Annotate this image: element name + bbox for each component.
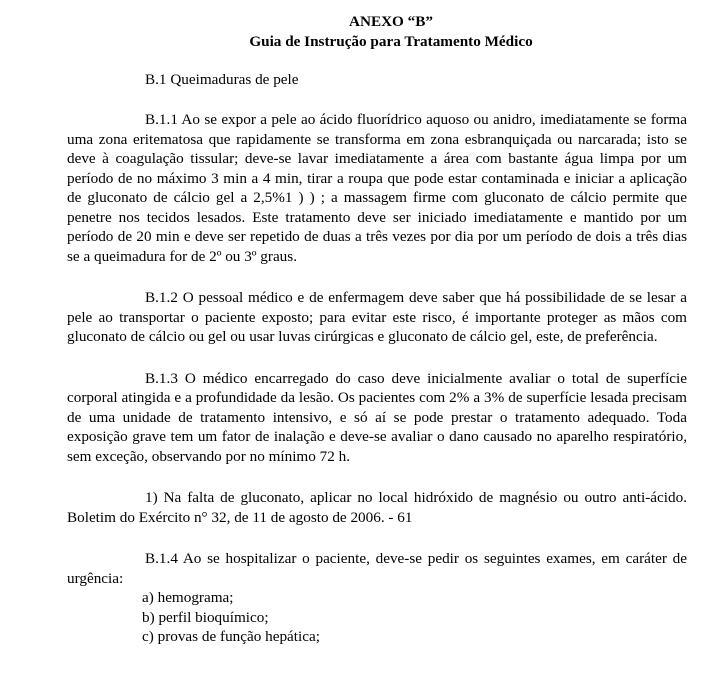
paragraph-b-1-2: B.1.2 O pessoal médico e de enfermagem deve saber que há possibilidade de se lesar a pele ao transportar o paciente exposto; para evitar este risco, é importante proteger as mãos com gluconato de cálcio ou gel ou usar luvas cirúrgicas e gluconato de cálcio gel, este, de preferência.: [67, 289, 687, 345]
annex-title: ANEXO “B”: [349, 13, 433, 30]
paragraph-b-1-3: B.1.3 O médico encarregado do caso deve inicialmente avaliar o total de superfície corporal atingida e a profundidade da lesão. Os pacientes com 2% a 3% de superfície lesada precisam de uma unidade de tratamento intensivo, e só aí se pode prestar o tratamento adequado. Toda exposição grave tem um fator de inalação e deve-se avaliar o dano causado no aparelho respiratório, sem exceção, observando por no mínimo 72 h.: [67, 369, 687, 465]
paragraph-b-1-1: B.1.1 Ao se expor a pele ao ácido fluorídrico aquoso ou anidro, imediatamente se forma uma zona eritematosa que rapidamente se transforma em zona esbranquiçada ou narcarada; isto se deve à coagulação tissular; deve-se lavar imediatamente a área com bastante água limpa por um período de no máximo 3 min a 4 min, tirar a roupa que pode estar contaminada e iniciar a aplicação de gluconato de cálcio gel a 2,5%1 ) ) ; a massagem firme com gluconato de cálcio permite que penetre nos tecidos lesados. Este tratamento deve ser iniciado imediatamente e mantido por um período de 20 min e deve ser repetido de duas a três vezes por dia por um período de dois a três dias se a queimadura for de 2º ou 3º graus.: [67, 111, 687, 265]
footnote-paragraph: 1) Na falta de gluconato, aplicar no local hidróxido de magnésio ou outro anti-ácido. Boletim do Exército n° 32, de 11 de agosto de 2006. - 61: [67, 489, 687, 526]
list-item: a) hemograma;: [142, 589, 234, 606]
list-item: c) provas de função hepática;: [142, 628, 320, 645]
section-heading: B.1 Queimaduras de pele: [145, 71, 299, 88]
document-page: [67, 12, 687, 647]
guide-title: Guia de Instrução para Tratamento Médico: [249, 33, 533, 50]
exam-list: [67, 588, 687, 647]
paragraph-b-1-4: B.1.4 Ao se hospitalizar o paciente, deve-se pedir os seguintes exames, em caráter de urgência:: [67, 550, 687, 587]
list-item: b) perfil bioquímico;: [142, 608, 269, 626]
